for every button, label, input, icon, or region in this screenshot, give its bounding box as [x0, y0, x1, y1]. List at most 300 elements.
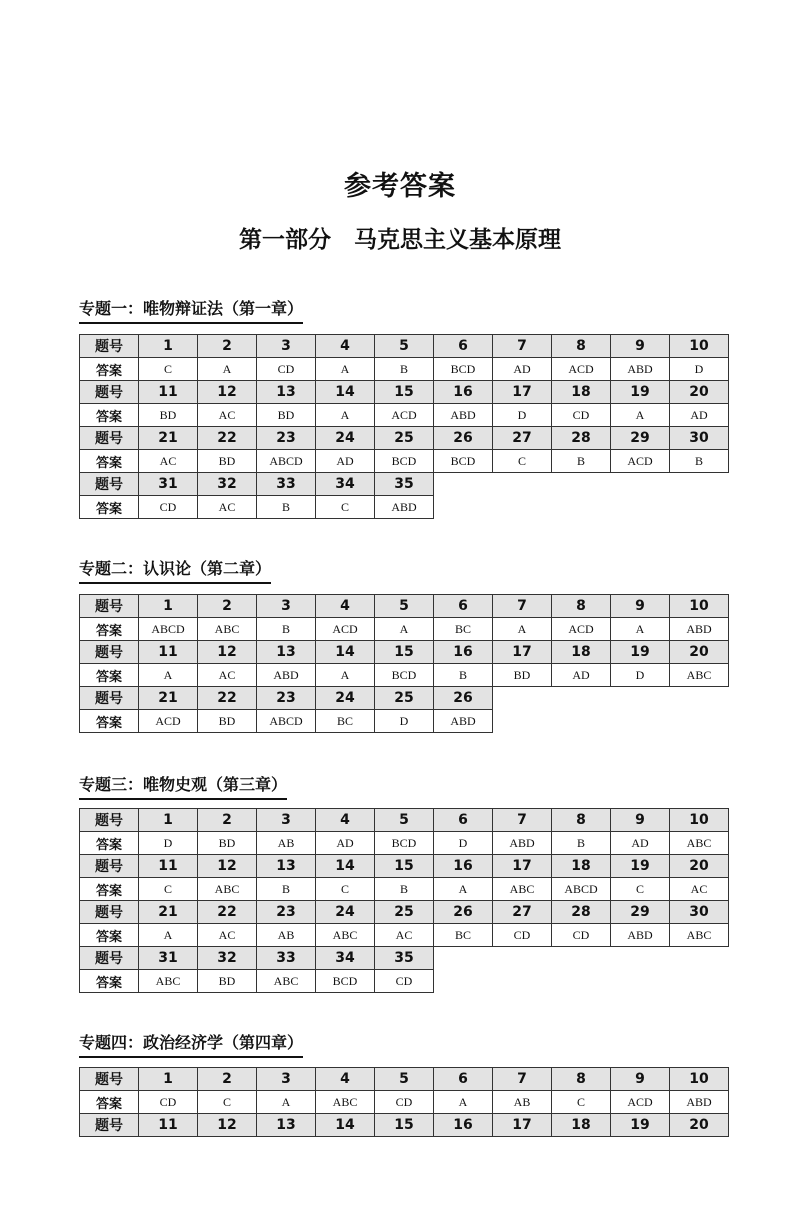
question-number: 17: [493, 381, 552, 404]
answer-row: [80, 358, 729, 381]
answer-cell: C: [316, 496, 375, 519]
answer-cell: ACD: [611, 450, 670, 473]
row-label: 题号: [80, 1114, 139, 1137]
empty-cell: [493, 947, 552, 970]
answer-cell: ABD: [611, 924, 670, 947]
question-number: 30: [670, 427, 729, 450]
question-number: 24: [316, 427, 375, 450]
answer-row: [80, 404, 729, 427]
question-number: 10: [670, 809, 729, 832]
answer-cell: CD: [139, 496, 198, 519]
answer-cell: AD: [316, 450, 375, 473]
row-label: 题号: [80, 335, 139, 358]
question-number: 17: [493, 641, 552, 664]
row-label: 题号: [80, 809, 139, 832]
question-number-row: [80, 947, 729, 970]
answer-cell: A: [257, 1091, 316, 1114]
answer-cell: B: [257, 496, 316, 519]
question-number: 15: [375, 641, 434, 664]
answer-cell: C: [139, 878, 198, 901]
answer-cell: ACD: [611, 1091, 670, 1114]
question-number: 13: [257, 381, 316, 404]
question-number: 19: [611, 855, 670, 878]
answer-cell: ABD: [670, 618, 729, 641]
question-number: 2: [198, 1068, 257, 1091]
answer-cell: B: [552, 450, 611, 473]
question-number: 15: [375, 381, 434, 404]
question-number: 2: [198, 809, 257, 832]
answer-row: [80, 450, 729, 473]
answer-cell: ABC: [198, 878, 257, 901]
question-number: 13: [257, 855, 316, 878]
empty-cell: [434, 947, 493, 970]
question-number: 9: [611, 809, 670, 832]
question-number: 7: [493, 1068, 552, 1091]
answer-cell: AB: [493, 1091, 552, 1114]
answer-row: [80, 924, 729, 947]
question-number: 17: [493, 855, 552, 878]
question-number: 21: [139, 901, 198, 924]
row-label: 题号: [80, 381, 139, 404]
answer-cell: ACD: [375, 404, 434, 427]
answer-cell: D: [139, 832, 198, 855]
answer-cell: D: [493, 404, 552, 427]
question-number: 14: [316, 641, 375, 664]
question-number: 23: [257, 427, 316, 450]
answer-cell: C: [552, 1091, 611, 1114]
question-number: 19: [611, 1114, 670, 1137]
question-number-row: [80, 427, 729, 450]
answer-table: [79, 594, 729, 733]
answer-cell: BCD: [375, 832, 434, 855]
question-number-row: [80, 809, 729, 832]
empty-cell: [670, 687, 729, 710]
question-number: 33: [257, 473, 316, 496]
answer-cell: B: [257, 618, 316, 641]
row-label: 答案: [80, 450, 139, 473]
question-number: 15: [375, 1114, 434, 1137]
question-number: 4: [316, 809, 375, 832]
answer-cell: AC: [375, 924, 434, 947]
answer-table: [79, 808, 729, 993]
answer-cell: ABD: [670, 1091, 729, 1114]
question-number: 16: [434, 855, 493, 878]
answer-row: [80, 832, 729, 855]
answer-cell: ABD: [434, 710, 493, 733]
answer-cell: ABC: [670, 832, 729, 855]
question-number-row: [80, 595, 729, 618]
answer-cell: BCD: [375, 664, 434, 687]
question-number: 16: [434, 1114, 493, 1137]
question-number: 10: [670, 1068, 729, 1091]
question-number: 13: [257, 1114, 316, 1137]
section-title: 专题一：唯物辩证法（第一章）: [79, 296, 303, 324]
answer-row: [80, 496, 729, 519]
question-number: 11: [139, 641, 198, 664]
row-label: 题号: [80, 641, 139, 664]
answer-cell: C: [198, 1091, 257, 1114]
answer-cell: B: [552, 832, 611, 855]
answer-row: [80, 970, 729, 993]
answer-cell: AC: [198, 924, 257, 947]
question-number: 3: [257, 595, 316, 618]
empty-cell: [611, 710, 670, 733]
question-number: 18: [552, 381, 611, 404]
question-number: 26: [434, 427, 493, 450]
question-number: 10: [670, 335, 729, 358]
question-number: 32: [198, 947, 257, 970]
answer-cell: AC: [198, 496, 257, 519]
page-title: 参考答案: [344, 171, 456, 202]
answer-cell: CD: [552, 924, 611, 947]
question-number: 13: [257, 641, 316, 664]
question-number: 22: [198, 687, 257, 710]
question-number: 7: [493, 335, 552, 358]
answer-row: [80, 1091, 729, 1114]
question-number: 20: [670, 855, 729, 878]
question-number: 23: [257, 901, 316, 924]
question-number-row: [80, 855, 729, 878]
answer-cell: B: [257, 878, 316, 901]
question-number: 24: [316, 901, 375, 924]
empty-cell: [552, 970, 611, 993]
empty-cell: [611, 970, 670, 993]
question-number: 12: [198, 381, 257, 404]
question-number: 11: [139, 1114, 198, 1137]
row-label: 题号: [80, 901, 139, 924]
row-label: 题号: [80, 427, 139, 450]
answer-cell: ABD: [434, 404, 493, 427]
row-label: 题号: [80, 473, 139, 496]
answer-cell: A: [375, 618, 434, 641]
answer-cell: ABD: [493, 832, 552, 855]
question-number: 34: [316, 473, 375, 496]
answer-cell: BCD: [434, 358, 493, 381]
answer-cell: A: [434, 878, 493, 901]
question-number: 27: [493, 901, 552, 924]
question-number: 6: [434, 595, 493, 618]
question-number: 21: [139, 687, 198, 710]
answer-cell: AC: [198, 404, 257, 427]
answer-table: [79, 1067, 729, 1137]
answer-cell: AD: [493, 358, 552, 381]
question-number: 14: [316, 855, 375, 878]
question-number: 2: [198, 595, 257, 618]
question-number: 12: [198, 1114, 257, 1137]
row-label: 答案: [80, 358, 139, 381]
question-number: 29: [611, 901, 670, 924]
question-number: 27: [493, 427, 552, 450]
question-number: 16: [434, 381, 493, 404]
answer-cell: ABC: [316, 1091, 375, 1114]
question-number: 14: [316, 1114, 375, 1137]
question-number: 7: [493, 595, 552, 618]
question-number: 21: [139, 427, 198, 450]
answer-cell: ABD: [611, 358, 670, 381]
answer-cell: ACD: [139, 710, 198, 733]
answer-cell: ABC: [257, 970, 316, 993]
answer-cell: ABCD: [257, 450, 316, 473]
question-number: 1: [139, 809, 198, 832]
answer-cell: D: [375, 710, 434, 733]
answer-cell: BD: [139, 404, 198, 427]
question-number: 4: [316, 335, 375, 358]
empty-cell: [611, 496, 670, 519]
answer-cell: A: [316, 404, 375, 427]
question-number: 11: [139, 381, 198, 404]
answer-cell: ABCD: [552, 878, 611, 901]
row-label: 题号: [80, 1068, 139, 1091]
empty-cell: [493, 970, 552, 993]
answer-cell: AD: [670, 404, 729, 427]
answer-cell: C: [611, 878, 670, 901]
answer-cell: ABC: [493, 878, 552, 901]
question-number: 33: [257, 947, 316, 970]
answer-cell: BC: [434, 618, 493, 641]
question-number: 19: [611, 641, 670, 664]
answer-cell: BC: [434, 924, 493, 947]
question-number: 8: [552, 1068, 611, 1091]
empty-cell: [434, 970, 493, 993]
row-label: 答案: [80, 710, 139, 733]
row-label: 答案: [80, 924, 139, 947]
answer-cell: BCD: [434, 450, 493, 473]
question-number: 4: [316, 1068, 375, 1091]
question-number: 29: [611, 427, 670, 450]
question-number: 32: [198, 473, 257, 496]
row-label: 答案: [80, 404, 139, 427]
answer-cell: A: [611, 618, 670, 641]
empty-cell: [611, 687, 670, 710]
answer-cell: AD: [316, 832, 375, 855]
row-label: 题号: [80, 687, 139, 710]
question-number: 26: [434, 687, 493, 710]
question-number: 18: [552, 641, 611, 664]
answer-cell: ABD: [257, 664, 316, 687]
empty-cell: [493, 687, 552, 710]
answer-cell: CD: [139, 1091, 198, 1114]
answer-cell: B: [670, 450, 729, 473]
question-number: 20: [670, 381, 729, 404]
answer-cell: A: [316, 664, 375, 687]
question-number: 20: [670, 641, 729, 664]
question-number: 24: [316, 687, 375, 710]
row-label: 答案: [80, 618, 139, 641]
answer-cell: ABC: [198, 618, 257, 641]
answer-cell: B: [434, 664, 493, 687]
question-number: 31: [139, 473, 198, 496]
answer-cell: BD: [198, 450, 257, 473]
question-number: 34: [316, 947, 375, 970]
row-label: 答案: [80, 832, 139, 855]
answer-cell: AB: [257, 832, 316, 855]
answer-cell: ABCD: [257, 710, 316, 733]
answer-cell: BD: [257, 404, 316, 427]
answer-cell: AC: [139, 450, 198, 473]
section-title: 专题二：认识论（第二章）: [79, 556, 271, 584]
empty-cell: [670, 473, 729, 496]
answer-cell: A: [434, 1091, 493, 1114]
question-number: 7: [493, 809, 552, 832]
question-number: 1: [139, 1068, 198, 1091]
answer-cell: BD: [493, 664, 552, 687]
question-number: 25: [375, 427, 434, 450]
empty-cell: [493, 710, 552, 733]
empty-cell: [670, 710, 729, 733]
question-number: 1: [139, 595, 198, 618]
question-number: 25: [375, 687, 434, 710]
answer-cell: AC: [670, 878, 729, 901]
empty-cell: [434, 473, 493, 496]
question-number: 31: [139, 947, 198, 970]
answer-cell: A: [316, 358, 375, 381]
question-number: 9: [611, 595, 670, 618]
answer-cell: CD: [257, 358, 316, 381]
answer-row: [80, 618, 729, 641]
answer-cell: C: [493, 450, 552, 473]
question-number: 3: [257, 335, 316, 358]
answer-row: [80, 710, 729, 733]
empty-cell: [552, 687, 611, 710]
question-number: 12: [198, 855, 257, 878]
answer-cell: BD: [198, 832, 257, 855]
question-number-row: [80, 335, 729, 358]
question-number: 6: [434, 335, 493, 358]
answer-cell: BD: [198, 710, 257, 733]
question-number: 19: [611, 381, 670, 404]
answer-cell: BC: [316, 710, 375, 733]
row-label: 答案: [80, 496, 139, 519]
answer-cell: ACD: [552, 358, 611, 381]
section-title: 专题三：唯物史观（第三章）: [79, 772, 287, 800]
question-number: 14: [316, 381, 375, 404]
answer-cell: ABC: [670, 924, 729, 947]
answer-cell: ABCD: [139, 618, 198, 641]
question-number: 9: [611, 335, 670, 358]
row-label: 题号: [80, 855, 139, 878]
question-number: 23: [257, 687, 316, 710]
question-number: 1: [139, 335, 198, 358]
question-number: 3: [257, 809, 316, 832]
question-number: 2: [198, 335, 257, 358]
empty-cell: [670, 970, 729, 993]
question-number: 11: [139, 855, 198, 878]
answer-row: [80, 664, 729, 687]
empty-cell: [493, 473, 552, 496]
question-number: 8: [552, 809, 611, 832]
empty-cell: [670, 496, 729, 519]
question-number: 9: [611, 1068, 670, 1091]
question-number: 22: [198, 427, 257, 450]
answer-cell: ABD: [375, 496, 434, 519]
row-label: 答案: [80, 970, 139, 993]
empty-cell: [611, 947, 670, 970]
answer-cell: AD: [611, 832, 670, 855]
question-number-row: [80, 381, 729, 404]
question-number: 6: [434, 1068, 493, 1091]
question-number: 17: [493, 1114, 552, 1137]
question-number: 25: [375, 901, 434, 924]
row-label: 题号: [80, 595, 139, 618]
row-label: 题号: [80, 947, 139, 970]
row-label: 答案: [80, 878, 139, 901]
part-subtitle: 第一部分 马克思主义基本原理: [239, 227, 561, 253]
question-number: 5: [375, 595, 434, 618]
answer-cell: BCD: [316, 970, 375, 993]
answer-cell: ABC: [670, 664, 729, 687]
question-number-row: [80, 641, 729, 664]
question-number-row: [80, 1068, 729, 1091]
answer-cell: BD: [198, 970, 257, 993]
answer-cell: D: [434, 832, 493, 855]
question-number: 30: [670, 901, 729, 924]
empty-cell: [552, 496, 611, 519]
answer-cell: AD: [552, 664, 611, 687]
answer-cell: C: [316, 878, 375, 901]
empty-cell: [493, 496, 552, 519]
answer-cell: CD: [493, 924, 552, 947]
empty-cell: [670, 947, 729, 970]
question-number-row: [80, 687, 729, 710]
question-number: 26: [434, 901, 493, 924]
question-number: 22: [198, 901, 257, 924]
question-number: 16: [434, 641, 493, 664]
question-number: 18: [552, 855, 611, 878]
question-number: 5: [375, 335, 434, 358]
question-number: 12: [198, 641, 257, 664]
question-number: 4: [316, 595, 375, 618]
question-number: 8: [552, 335, 611, 358]
question-number: 20: [670, 1114, 729, 1137]
answer-cell: A: [611, 404, 670, 427]
answer-cell: B: [375, 878, 434, 901]
question-number: 10: [670, 595, 729, 618]
answer-cell: A: [198, 358, 257, 381]
answer-cell: AB: [257, 924, 316, 947]
question-number: 18: [552, 1114, 611, 1137]
answer-cell: ABC: [139, 970, 198, 993]
question-number: 5: [375, 809, 434, 832]
row-label: 答案: [80, 664, 139, 687]
empty-cell: [611, 473, 670, 496]
answer-cell: CD: [552, 404, 611, 427]
answer-cell: ACD: [316, 618, 375, 641]
section-title: 专题四：政治经济学（第四章）: [79, 1030, 303, 1058]
question-number-row: [80, 1114, 729, 1137]
answer-cell: ACD: [552, 618, 611, 641]
answer-row: [80, 878, 729, 901]
answer-table: [79, 334, 729, 519]
question-number: 5: [375, 1068, 434, 1091]
question-number-row: [80, 473, 729, 496]
answer-cell: CD: [375, 1091, 434, 1114]
answer-cell: A: [493, 618, 552, 641]
question-number: 28: [552, 427, 611, 450]
answer-cell: BCD: [375, 450, 434, 473]
question-number-row: [80, 901, 729, 924]
row-label: 答案: [80, 1091, 139, 1114]
question-number: 8: [552, 595, 611, 618]
question-number: 35: [375, 473, 434, 496]
answer-cell: ABC: [316, 924, 375, 947]
question-number: 3: [257, 1068, 316, 1091]
question-number: 6: [434, 809, 493, 832]
question-number: 28: [552, 901, 611, 924]
empty-cell: [552, 473, 611, 496]
question-number: 15: [375, 855, 434, 878]
empty-cell: [552, 710, 611, 733]
answer-cell: A: [139, 924, 198, 947]
